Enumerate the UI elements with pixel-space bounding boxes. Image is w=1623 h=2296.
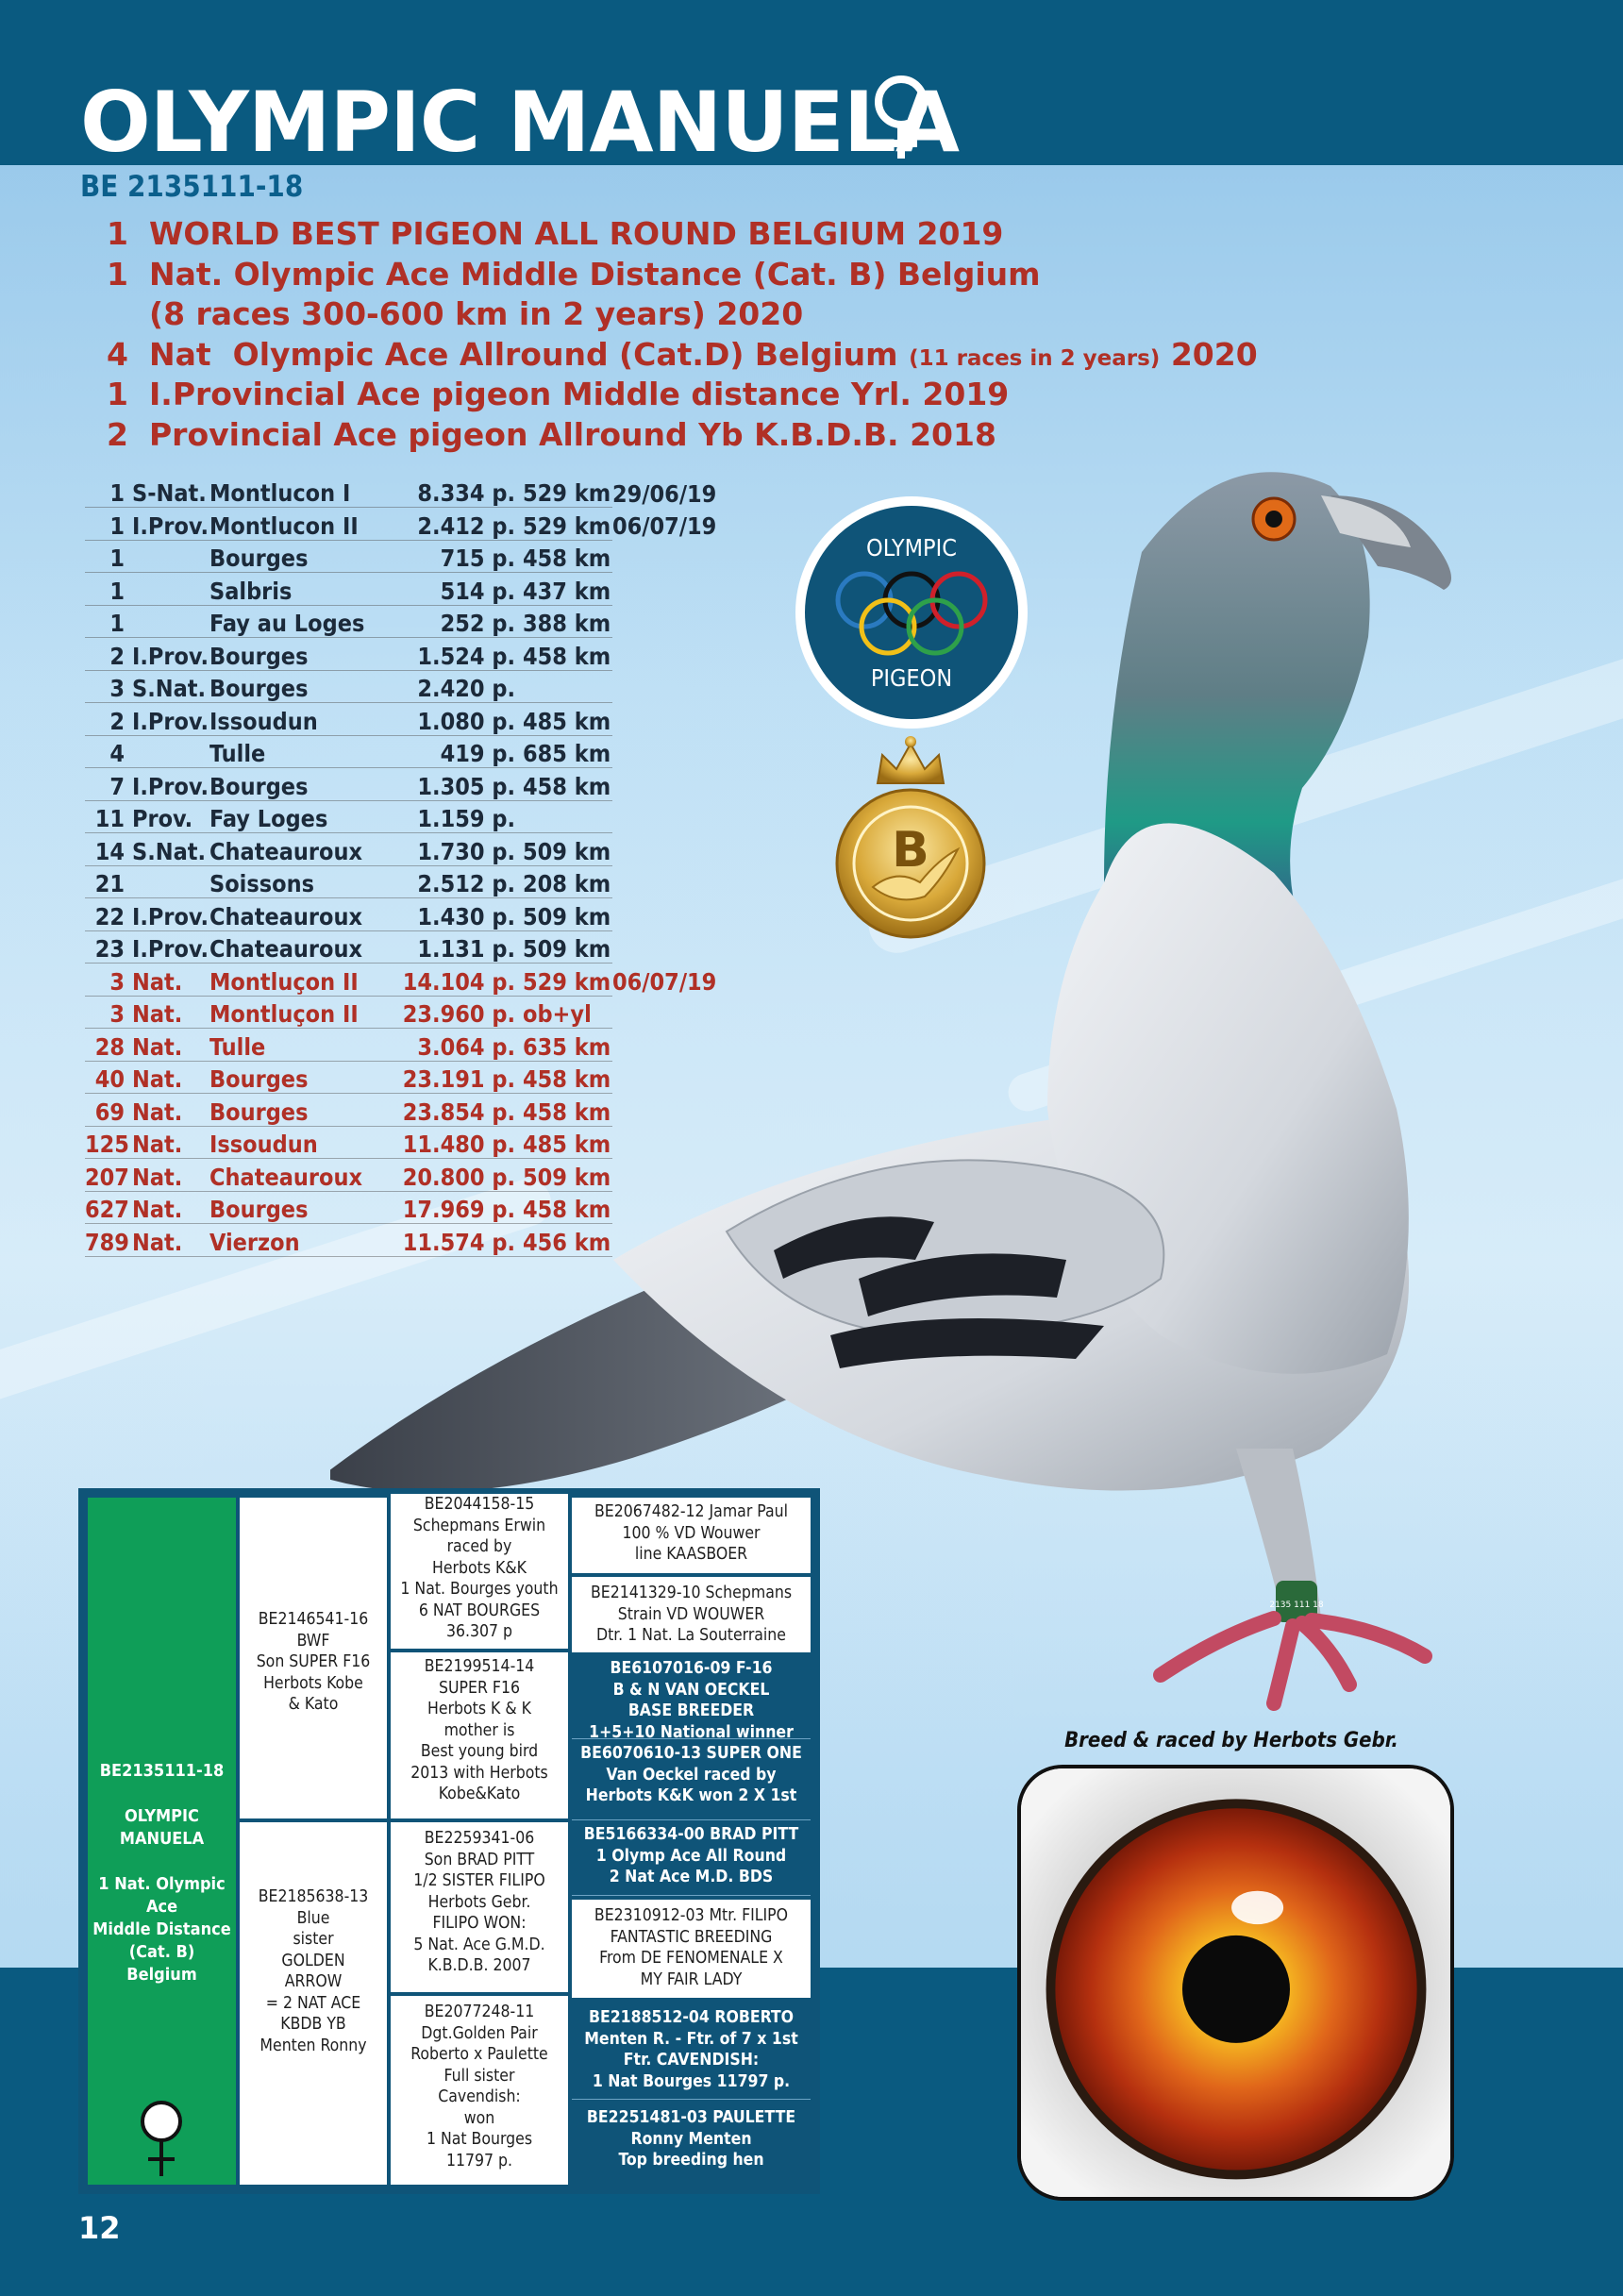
result-rank: 1 [109,610,125,638]
result-distance: 458 km [523,642,611,670]
pedigree-ggp-1-text: BE2067482-12 Jamar Paul 100 % VD Wouwer line KAASBOER [594,1502,788,1564]
achievement-item [107,295,1277,336]
pedigree-dam-dam-text: BE2077248-11 Dgt.Golden Pair Roberto x Paulette Full sister Cavendish: won 1 Nat Bourges 11797 p. [410,2003,548,2170]
result-place: Issoudun [209,707,318,735]
achievement-rank: 4 [107,335,128,373]
result-rank: 2 [109,707,125,735]
ring-number: BE 2135111-18 [80,170,304,204]
achievement-text: WORLD BEST PIGEON ALL ROUND BELGIUM 2019 [149,215,1004,252]
result-rank: 40 [94,1065,125,1094]
result-distance: 685 km [523,740,611,768]
result-type: Nat. [132,1032,183,1061]
result-place: Chateauroux [209,935,362,964]
result-place: Montlucon II [209,511,359,540]
result-distance: 458 km [523,1098,611,1126]
result-distance: 456 km [523,1228,611,1256]
page-number: 12 [78,2210,121,2246]
result-rank: 1 [109,479,125,508]
result-type: I.Prov. [132,707,209,735]
pedigree-dam-sire-text: BE2259341-06 Son BRAD PITT 1/2 SISTER FILIPO Herbots Gebr. FILIPO WON: 5 Nat. Ace G.M.D. K.B.D.B. 2007 [413,1829,545,1975]
result-date: 06/07/19 [612,968,717,997]
breed-caption: Breed & raced by Herbots Gebr. [1064,1729,1398,1752]
result-type: Nat. [132,1098,183,1126]
pedigree-sire-text: BE2146541-16 BWF Son SUPER F16 Herbots Kobe & Kato [256,1610,371,1714]
result-place: Chateauroux [209,1163,362,1191]
result-place: Tulle [209,1032,266,1061]
eye-illustration [1021,1768,1450,2197]
result-distance: 437 km [523,577,611,605]
result-type: S-Nat. [132,479,207,508]
result-birds: 1.131 p. [417,935,515,964]
pedigree-dam [240,1822,387,2185]
result-distance: 509 km [523,1163,611,1191]
result-rank: 789 [85,1228,129,1256]
pedigree-ggp-5 [572,1820,811,1896]
kbdb-letter: B [892,822,929,879]
result-date: 06/07/19 [612,512,717,541]
pedigree-sire-dam [391,1652,568,1818]
result-birds: 2.512 p. [417,870,515,898]
pedigree-ggp-8-text: BE2251481-03 PAULETTE Ronny Menten Top breeding hen [586,2108,796,2170]
result-distance: 529 km [523,511,611,540]
result-rank: 1 [109,545,125,573]
result-place: Bourges [209,772,309,800]
result-distance: ob+yl [523,1000,592,1029]
result-birds: 14.104 p. [402,967,515,996]
result-type: Nat. [132,1163,183,1191]
result-distance: 208 km [523,870,611,898]
result-distance: 509 km [523,837,611,865]
badge-label-bottom: PIGEON [870,664,953,692]
achievement-text: I.Provincial Ace pigeon Middle distance Yrl. 2019 [149,376,1010,412]
result-type: Nat. [132,1228,183,1256]
achievement-text: Nat. Olympic Ace Middle Distance (Cat. B) Belgium [149,255,1041,293]
result-place: Chateauroux [209,902,362,930]
result-birds: 1.305 p. [417,772,515,800]
result-birds: 20.800 p. [402,1163,515,1191]
result-type [132,740,209,767]
result-birds: 23.854 p. [402,1098,515,1126]
achievement-tail: 2020 [1160,335,1258,373]
result-type: Nat. [132,1000,183,1029]
result-type [132,578,209,605]
achievement-text: (8 races 300-600 km in 2 years) 2020 [149,295,804,332]
pedigree-subject: BE2135111-18 OLYMPIC MANUELA 1 Nat. Olympic Ace Middle Distance (Cat. B) Belgium [92,1761,231,1985]
pedigree-ggp-7-text: BE2188512-04 ROBERTO Menten R. - Ftr. of 7 x 1st Ftr. CAVENDISH: 1 Nat Bourges 11797 p. [584,2008,798,2091]
result-place: Montluçon II [209,967,359,996]
result-rank: 22 [94,902,125,930]
result-distance: 458 km [523,1196,611,1224]
pedigree-ggp-6 [572,1900,811,1998]
result-rank: 207 [85,1163,129,1191]
pedigree-ggp-4 [572,1741,811,1820]
achievement-note: (11 races in 2 years) [909,345,1161,371]
result-type: I.Prov. [132,902,209,930]
result-birds: 1.159 p. [417,805,515,833]
result-place: Salbris [209,577,293,605]
pedigree-chart [78,1488,820,2194]
eye-photo [1017,1765,1454,2201]
female-symbol-icon [135,2099,188,2178]
result-distance: 509 km [523,902,611,930]
result-rank: 2 [109,642,125,670]
result-rank: 69 [94,1098,125,1126]
result-rank: 3 [109,967,125,996]
result-birds: 1.430 p. [417,902,515,930]
result-rank: 7 [109,772,125,800]
result-rank: 627 [85,1196,129,1224]
result-type: Nat. [132,1196,183,1224]
result-distance: 635 km [523,1032,611,1061]
result-distance: 458 km [523,772,611,800]
achievement-item [107,376,1277,416]
pedigree-ggp-1 [572,1498,811,1573]
result-distance: 529 km [523,479,611,508]
pedigree-ggp-4-text: BE6070610-13 SUPER ONE Van Oeckel raced by Herbots K&K won 2 X 1st [580,1744,802,1805]
leg-ring-text: 2135 111 18 [1269,1600,1324,1610]
result-distance: 458 km [523,545,611,573]
result-rank: 21 [94,870,125,898]
achievement-rank: 1 [107,255,128,293]
result-type: Nat. [132,1065,183,1094]
achievement-text: Nat Olympic Ace Allround (Cat.D) Belgium [149,335,910,373]
result-distance: 485 km [523,707,611,735]
result-birds: 3.064 p. [417,1032,515,1061]
pedigree-ggp-3-text: BE6107016-09 F-16 B & N VAN OECKEL BASE BREEDER 1+5+10 National winner [589,1659,794,1742]
result-rank: 4 [109,740,125,768]
result-place: Bourges [209,1196,309,1224]
result-place: Bourges [209,1098,309,1126]
pedigree-subject-panel [88,1498,236,2185]
result-distance: 509 km [523,935,611,964]
result-rank: 125 [85,1131,129,1159]
result-place: Soissons [209,870,314,898]
result-birds: 2.412 p. [417,511,515,540]
page-title: OLYMPIC MANUELA [80,74,959,171]
pedigree-sire [240,1498,387,1818]
result-rank: 3 [109,675,125,703]
result-place: Bourges [209,642,309,670]
achievements-list [107,215,1277,456]
result-rank: 1 [109,577,125,605]
pedigree-dam-dam [391,1996,568,2185]
result-birds: 419 p. [440,740,515,768]
pedigree-dam-sire [391,1822,568,1992]
pedigree-ggp-2-text: BE2141329-10 Schepmans Strain VD WOUWER Dtr. 1 Nat. La Souterraine [590,1584,793,1645]
result-place: Montluçon II [209,1000,359,1029]
result-birds: 11.574 p. [402,1228,515,1256]
result-place: Bourges [209,1065,309,1094]
pedigree-ggp-7 [572,2000,811,2100]
pedigree-sire-sire [391,1494,568,1649]
pedigree-ggp-6-text: BE2310912-03 Mtr. FILIPO FANTASTIC BREEDING From DE FENOMENALE X MY FAIR LADY [594,1906,789,1989]
pedigree-ggp-8 [572,2102,811,2185]
result-type [132,870,209,897]
result-rank: 23 [94,935,125,964]
achievement-item [107,336,1277,377]
result-place: Vierzon [209,1228,300,1256]
result-birds: 1.080 p. [417,707,515,735]
result-birds: 8.334 p. [417,479,515,508]
result-type: I.Prov. [132,935,209,964]
result-birds: 514 p. [440,577,515,605]
result-type: Prov. [132,805,193,833]
result-place: Fay Loges [209,805,328,833]
result-birds: 23.191 p. [402,1065,515,1094]
result-place: Bourges [209,675,309,703]
result-type: Nat. [132,967,183,996]
result-birds: 715 p. [440,545,515,573]
result-date: 29/06/19 [612,479,717,508]
pedigree-sire-dam-text: BE2199514-14 SUPER F16 Herbots K & K mother is Best young bird 2013 with Herbots Kobe&Kato [410,1657,548,1803]
result-type: Nat. [132,1131,183,1159]
result-birds: 252 p. [440,610,515,638]
achievement-rank: 1 [107,376,128,412]
result-place: Bourges [209,545,309,573]
result-birds: 2.420 p. [417,675,515,703]
result-rank: 28 [94,1032,125,1061]
result-type [132,610,209,637]
achievement-rank: 2 [107,415,128,453]
result-place: Montlucon I [209,479,351,508]
result-place: Chateauroux [209,837,362,865]
result-rank: 14 [94,837,125,865]
result-place: Fay au Loges [209,610,365,638]
achievement-rank: 1 [107,215,128,252]
badge-label-top: OLYMPIC [866,534,957,561]
result-type: I.Prov. [132,511,209,540]
female-symbol-icon [868,74,934,160]
achievement-text: Provincial Ace pigeon Allround Yb K.B.D.B. 2018 [149,415,996,453]
pedigree-ggp-3 [572,1656,811,1742]
pedigree-ggp-5-text: BE5166334-00 BRAD PITT 1 Olymp Ace All Round 2 Nat Ace M.D. BDS [583,1825,799,1886]
result-type: S.Nat. [132,837,207,865]
pedigree-dam-text: BE2185638-13 Blue sister GOLDEN ARROW = 2 NAT ACE KBDB YB Menten Ronny [258,1887,369,2055]
result-distance: 529 km [523,967,611,996]
result-distance: 388 km [523,610,611,638]
result-type: I.Prov. [132,772,209,800]
result-birds: 11.480 p. [402,1131,515,1159]
result-birds: 1.730 p. [417,837,515,865]
result-rank: 1 [109,511,125,540]
pedigree-sire-sire-text: BE2044158-15 Schepmans Erwin raced by Herbots K&K 1 Nat. Bourges youth 6 NAT BOURGES 36.307 p [400,1495,559,1641]
result-type: I.Prov. [132,642,209,670]
result-birds: 17.969 p. [402,1196,515,1224]
result-rank: 11 [94,805,125,833]
achievement-item [107,256,1277,296]
result-place: Issoudun [209,1131,318,1159]
result-type: S.Nat. [132,675,207,703]
result-distance: 458 km [523,1065,611,1094]
result-place: Tulle [209,740,266,768]
result-distance: 485 km [523,1131,611,1159]
result-birds: 23.960 p. [402,1000,515,1029]
achievement-item [107,215,1277,256]
result-rank: 3 [109,1000,125,1029]
result-type [132,545,209,572]
result-birds: 1.524 p. [417,642,515,670]
pedigree-ggp-2 [572,1577,811,1652]
